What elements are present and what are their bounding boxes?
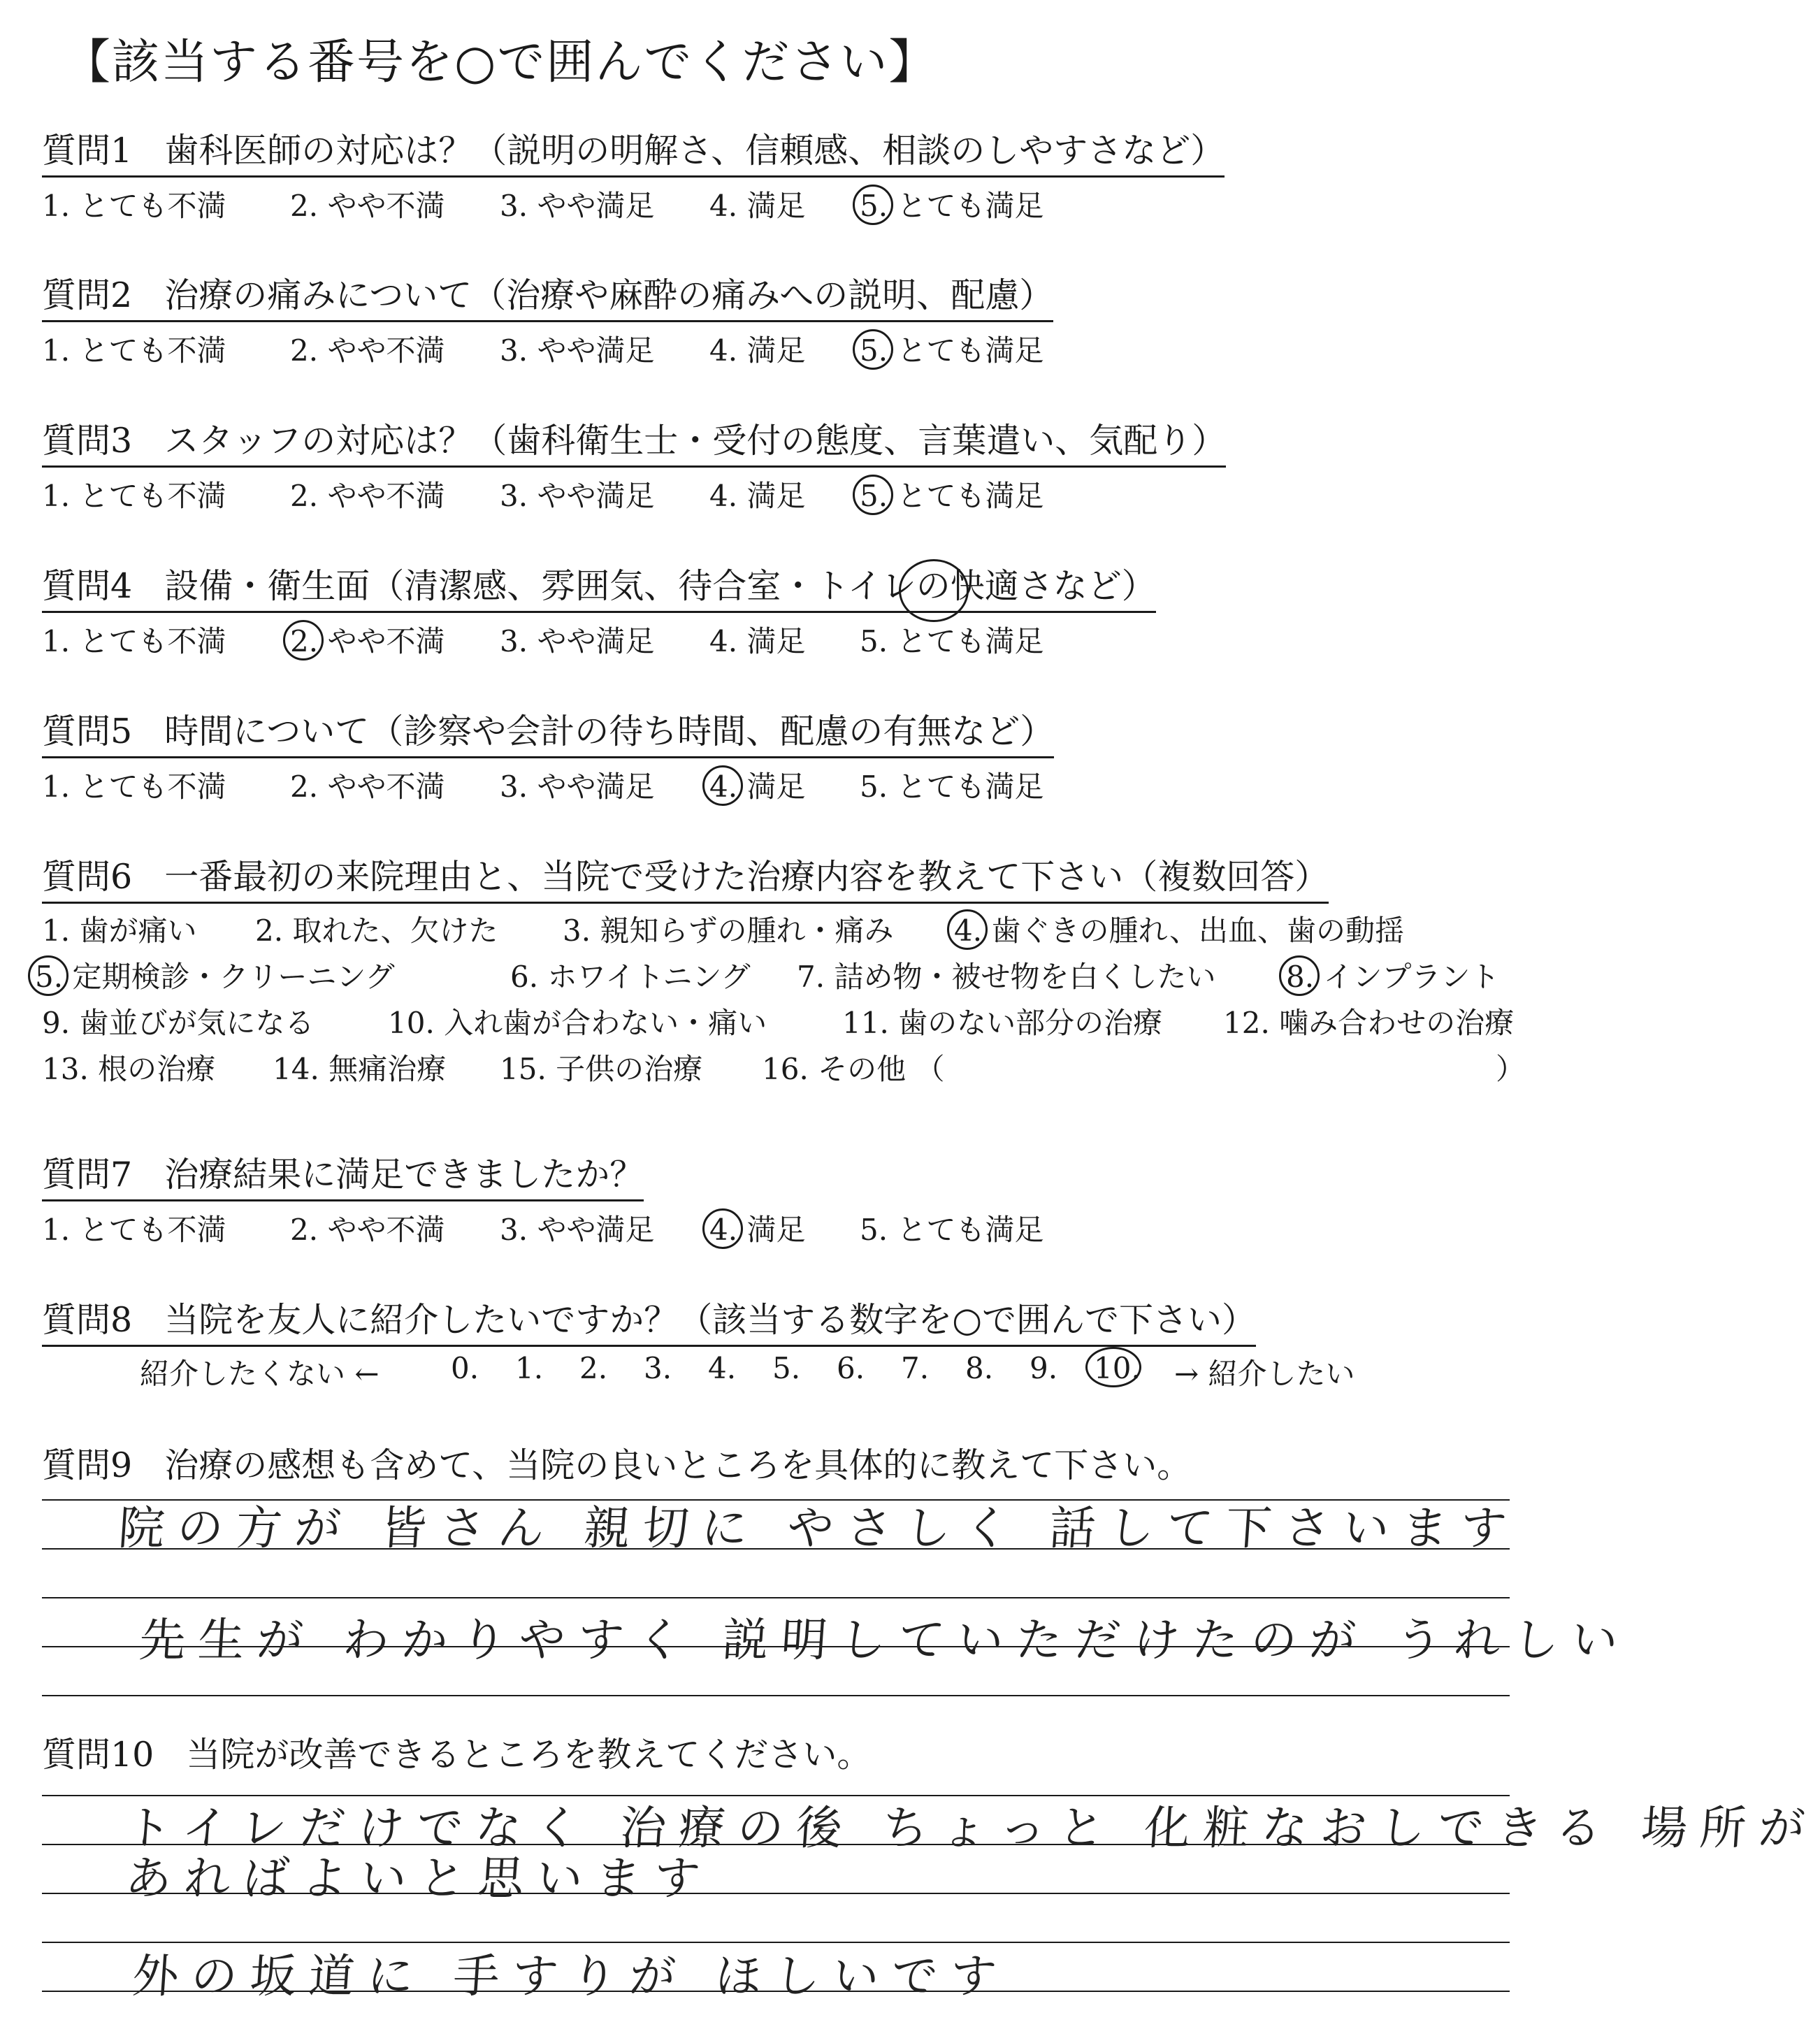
option-label: 定期検診・クリーニング: [72, 960, 395, 994]
option-label: やや満足: [537, 770, 655, 804]
option-number[interactable]: 4.: [709, 189, 738, 223]
scale-option[interactable]: 1.: [515, 1351, 544, 1385]
option-number[interactable]: 3.: [500, 479, 528, 513]
options-row: [42, 1203, 1044, 1247]
option-label: とても満足: [897, 1213, 1044, 1247]
option-label: とても満足: [897, 189, 1044, 223]
question-2: [42, 274, 1053, 367]
scale-option[interactable]: 5.: [772, 1351, 801, 1385]
question-5-title: [42, 710, 1054, 758]
q6-row-2: [35, 950, 1500, 996]
scale-option-circled[interactable]: 10.: [1094, 1351, 1141, 1385]
question-4-title: [42, 565, 1156, 613]
option-label: 歯並びが気になる: [79, 1006, 315, 1040]
option-label: とても満足: [897, 624, 1044, 658]
option-number[interactable]: 1.: [42, 914, 71, 948]
option-label: 無痛治療: [328, 1052, 447, 1086]
option-number-circled[interactable]: 8.: [1286, 960, 1315, 994]
option-number[interactable]: 10.: [388, 1006, 435, 1040]
question-number: 質問6: [42, 857, 133, 897]
option-label: やや不満: [327, 333, 445, 368]
option-label: ホワイトニング: [547, 960, 751, 994]
option-number[interactable]: 1.: [42, 189, 71, 223]
option-label: やや不満: [327, 189, 445, 223]
question-number: 質問10: [42, 1735, 154, 1775]
question-8-title: [42, 1299, 1256, 1347]
option-label: 取れた、欠けた: [292, 914, 498, 948]
option-number-circled[interactable]: 5.: [860, 189, 888, 223]
question-2-title: [42, 274, 1053, 322]
option-label: とても不満: [79, 189, 226, 223]
question-3-title: [42, 419, 1226, 468]
question-text: スタッフの対応は？（歯科衛生士・受付の態度、言葉遣い、気配り）: [164, 421, 1227, 461]
option-number[interactable]: 14.: [273, 1052, 319, 1086]
options-row: [42, 760, 1054, 803]
question-number: 質問1: [42, 131, 133, 171]
option-label: 歯ぐきの腫れ、出血、歯の動揺: [991, 914, 1404, 948]
option-number[interactable]: 2.: [290, 1213, 319, 1247]
option-number[interactable]: 3.: [500, 1213, 528, 1247]
option-number[interactable]: 2.: [290, 770, 319, 804]
option-number[interactable]: 3.: [500, 624, 528, 658]
option-label: 入れ歯が合わない・痛い: [444, 1006, 767, 1040]
option-label: とても不満: [79, 1213, 226, 1247]
question-text: 当院が改善できるところを教えてください。: [186, 1735, 872, 1775]
question-9: [42, 1444, 1191, 1490]
option-label: やや不満: [327, 479, 445, 513]
option-number[interactable]: 1.: [42, 770, 71, 804]
option-number[interactable]: 1.: [42, 624, 71, 658]
option-number[interactable]: 3.: [500, 189, 528, 223]
option-number[interactable]: 12.: [1223, 1006, 1270, 1040]
option-label: とても不満: [79, 624, 226, 658]
option-label: 歯が痛い: [79, 914, 197, 948]
scale-option[interactable]: 7.: [901, 1351, 930, 1385]
option-number[interactable]: 4.: [709, 479, 738, 513]
scale-option[interactable]: 0.: [451, 1351, 479, 1385]
scale-option[interactable]: 9.: [1030, 1351, 1058, 1385]
option-label: 満足: [746, 770, 806, 804]
scale-option[interactable]: 4.: [708, 1351, 737, 1385]
option-label: 親知らずの腫れ・痛み: [600, 914, 894, 948]
option-number[interactable]: 3.: [563, 914, 591, 948]
handwritten-answer-line: 外の坂道に 手すりが ほしいです: [130, 1949, 1011, 2003]
question-10-title: [42, 1733, 871, 1779]
question-1: [42, 129, 1225, 222]
other-close-paren: ）: [1496, 1052, 1526, 1086]
scale-option[interactable]: 3.: [644, 1351, 672, 1385]
scale-option[interactable]: 2.: [579, 1351, 608, 1385]
handwritten-answer-line: 先生が わかりやすく 説明していただけたのが うれしい: [137, 1613, 1633, 1667]
question-number: 質問9: [42, 1445, 133, 1485]
scale-option[interactable]: 6.: [837, 1351, 865, 1385]
option-label: やや満足: [537, 624, 655, 658]
option-number[interactable]: 5.: [860, 770, 888, 804]
question-6-title: [42, 855, 1329, 904]
question-text: 設備・衛生面（清潔感、雰囲気、待合室・トイレの快適さなど）: [164, 566, 1156, 606]
option-number[interactable]: 13.: [42, 1052, 89, 1086]
option-number[interactable]: 1.: [42, 1213, 71, 1247]
option-label: 満足: [746, 479, 806, 513]
options-row: [42, 469, 1226, 512]
question-text: 時間について（診察や会計の待ち時間、配慮の有無など）: [164, 712, 1055, 751]
question-text: 治療の痛みについて（治療や麻酔の痛みへの説明、配慮）: [164, 275, 1054, 315]
option-number-circled[interactable]: 4.: [709, 1213, 738, 1247]
q6-row-4: [42, 1042, 1526, 1088]
handwritten-circle-mark: [899, 559, 969, 622]
option-number[interactable]: 6.: [510, 960, 539, 994]
question-number: 質問7: [42, 1155, 133, 1194]
option-number-circled[interactable]: 5.: [860, 333, 888, 368]
option-number[interactable]: 5.: [860, 1213, 888, 1247]
question-3: [42, 419, 1226, 512]
option-label: 満足: [746, 333, 806, 368]
option-number[interactable]: 3.: [500, 333, 528, 368]
option-label: やや不満: [327, 1213, 445, 1247]
option-number[interactable]: 4.: [709, 624, 738, 658]
question-9-title: [42, 1444, 1191, 1490]
option-label: 満足: [746, 1213, 806, 1247]
question-number: 質問8: [42, 1300, 133, 1340]
option-number[interactable]: 4.: [709, 333, 738, 368]
option-label: 満足: [746, 189, 806, 223]
option-number[interactable]: 2.: [290, 333, 319, 368]
option-label: その他: [818, 1052, 907, 1086]
q6-row-3: [42, 996, 1515, 1042]
option-label: 詰め物・被せ物を白くしたい: [834, 960, 1216, 994]
question-8: [42, 1299, 1355, 1393]
option-number[interactable]: 5.: [860, 624, 888, 658]
options-row: [42, 179, 1225, 222]
answer-rule: [42, 1695, 1510, 1696]
question-number: 質問3: [42, 421, 133, 461]
option-label: とても満足: [897, 770, 1044, 804]
option-label: 子供の治療: [556, 1052, 703, 1086]
option-label: とても不満: [79, 333, 226, 368]
option-number[interactable]: 2.: [290, 479, 319, 513]
page-title: 【該当する番号を○で囲んでください】: [63, 35, 938, 90]
option-label: やや不満: [327, 624, 445, 658]
options-row: [42, 324, 1053, 367]
option-label: インプラント: [1323, 960, 1500, 994]
option-number[interactable]: 15.: [500, 1052, 547, 1086]
question-text: 当院を友人に紹介したいですか？（該当する数字を○で囲んで下さい）: [164, 1300, 1256, 1340]
other-open-paren: （: [915, 1052, 945, 1086]
answer-rule: [42, 1597, 1510, 1598]
handwritten-answer-line: 院の方が 皆さん 親切に やさしく 話して下さいます: [116, 1501, 1522, 1555]
question-7: [42, 1153, 1044, 1247]
option-label: 噛み合わせの治療: [1279, 1006, 1515, 1040]
option-label: やや満足: [537, 333, 655, 368]
scale-option[interactable]: 8.: [965, 1351, 994, 1385]
option-number[interactable]: 16.: [762, 1052, 809, 1086]
option-label: やや不満: [327, 770, 445, 804]
question-text: 治療結果に満足できましたか？: [164, 1155, 644, 1194]
option-number-circled[interactable]: 5.: [35, 960, 64, 994]
option-label: とても満足: [897, 479, 1044, 513]
option-label: とても不満: [79, 479, 226, 513]
option-label: やや満足: [537, 479, 655, 513]
question-1-title: [42, 129, 1225, 178]
scale-left-label: 紹介したくない ←: [140, 1357, 380, 1391]
option-number[interactable]: 1.: [42, 333, 71, 368]
option-label: とても不満: [79, 770, 226, 804]
handwritten-answer-line: あればよいと思います: [123, 1851, 715, 1905]
option-label: 満足: [746, 624, 806, 658]
question-text: 一番最初の来院理由と、当院で受けた治療内容を教えて下さい（複数回答）: [164, 857, 1329, 897]
option-number[interactable]: 11.: [842, 1006, 889, 1040]
option-number[interactable]: 3.: [500, 770, 528, 804]
option-label: やや満足: [537, 1213, 655, 1247]
question-text: 治療の感想も含めて、当院の良いところを具体的に教えて下さい。: [164, 1445, 1192, 1485]
option-number-circled[interactable]: 2.: [290, 624, 319, 658]
option-number-circled[interactable]: 4.: [954, 914, 983, 948]
option-number-circled[interactable]: 5.: [860, 479, 888, 513]
question-text: 歯科医師の対応は？（説明の明解さ、信頼感、相談のしやすさなど）: [164, 131, 1225, 171]
option-label: 根の治療: [98, 1052, 216, 1086]
option-number[interactable]: 7.: [797, 960, 825, 994]
options-row: [42, 614, 1156, 658]
option-label: とても満足: [897, 333, 1044, 368]
question-5: [42, 710, 1054, 803]
option-number[interactable]: 1.: [42, 479, 71, 513]
option-number[interactable]: 9.: [42, 1006, 71, 1040]
scale-right-label: → 紹介したい: [1174, 1357, 1355, 1391]
q6-row-1: [42, 904, 1404, 950]
question-number: 質問5: [42, 712, 133, 751]
question-number: 質問2: [42, 275, 133, 315]
option-number[interactable]: 2.: [290, 189, 319, 223]
handwritten-answer-line: トイレだけでなく 治療の後 ちょっと 化粧なおしできる 場所が: [123, 1801, 1819, 1855]
option-number[interactable]: 2.: [255, 914, 284, 948]
option-label: 歯のない部分の治療: [898, 1006, 1163, 1040]
option-number-circled[interactable]: 4.: [709, 770, 738, 804]
question-6: [35, 855, 1526, 1088]
question-7-title: [42, 1153, 644, 1201]
recommend-scale: [42, 1347, 1355, 1393]
question-10: [42, 1733, 871, 1779]
question-number: 質問4: [42, 566, 133, 606]
question-4: [42, 565, 1156, 658]
option-label: やや満足: [537, 189, 655, 223]
